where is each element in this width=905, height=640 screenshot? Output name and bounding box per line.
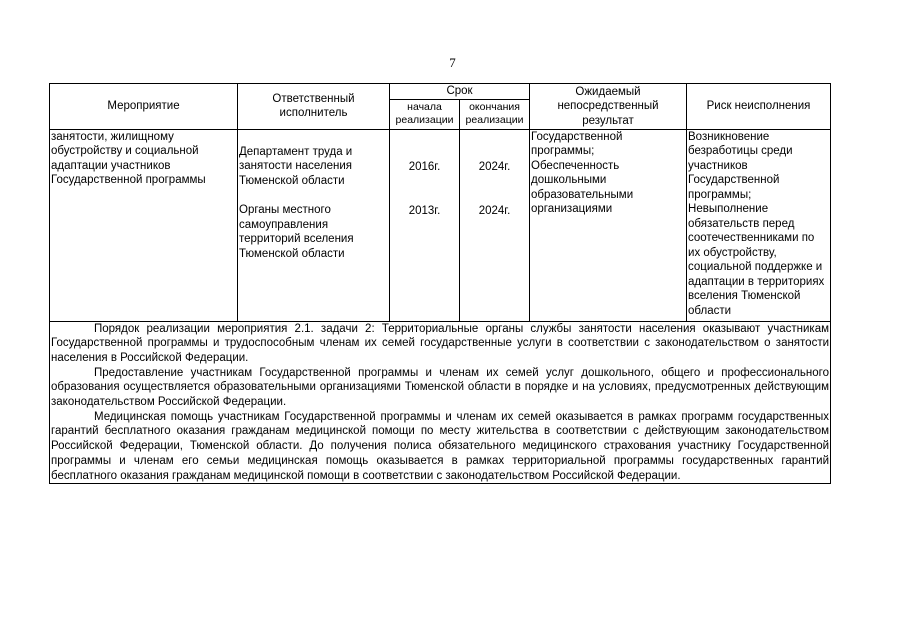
header-responsible: Ответственный исполнитель [238, 84, 390, 130]
footer-paragraph: Порядок реализации мероприятия 2.1. задачи 2: Территориальные органы службы занятости населения оказывают участникам Государственной программы и трудоспособным членам их семей государственные услуги в соответствии с законодательством о занятости населения в Российской Федерации. [51, 322, 830, 364]
footer-paragraph: Предоставление участникам Государственной программы и членам их семей услуг дошкольного, общего и профессионального образования осуществляется образовательными организациями Тюменской области в порядке и на условиях, предусмотренных действующим законодательством Российской Федерации. [51, 366, 830, 409]
implementation-notes [50, 321, 831, 484]
header-risk: Риск неисполнения [687, 84, 831, 130]
footer-paragraph: Медицинская помощь участникам Государственной программы и членам их семей оказывается в рамках программ государственных гарантий бесплатного оказания гражданам медицинской помощи по месту жительства в соответствии с действующим законодательством Российской Федерации, Тюменской области. До получения полиса обязательного медицинского страхования участнику Государственной программы и членам его семьи медицинская помощь оказывается в рамках территориальной программы государственных гарантий бесплатного оказания гражданам медицинской помощи в соответствии с законодательством Российской Федерации. [51, 410, 830, 482]
footer-row [50, 321, 831, 484]
cell-responsible [238, 129, 390, 321]
start-year-1: 2016г. [408, 160, 441, 173]
cell-term-end [460, 129, 530, 321]
table-row [50, 129, 831, 321]
responsible-local-authorities: Органы местного самоуправления территорий вселения Тюменской области [239, 204, 354, 260]
header-term-end: окончания реализации [460, 99, 530, 129]
end-year-2: 2024г. [478, 205, 511, 217]
cell-risk: Возникновение безработицы среди участников Государственной программы; Невыполнение обязательств перед соотечественниками по их обустройству, социальной поддержке и адаптации в территориях вселения Тюменской области [687, 129, 831, 321]
responsible-department: Департамент труда и занятости населения Тюменской области [239, 145, 353, 187]
header-term: Срок [390, 84, 530, 100]
cell-term-start [390, 129, 460, 321]
start-year-2: 2013г. [408, 205, 441, 217]
page-number: 7 [449, 55, 456, 70]
header-expected-result: Ожидаемый непосредственный результат [530, 84, 687, 130]
cell-event: занятости, жилищному обустройству и социальной адаптации участников Государственной программы [50, 129, 238, 321]
measures-table [49, 83, 831, 484]
header-row-1 [50, 84, 831, 100]
header-event: Мероприятие [50, 84, 238, 130]
header-term-start: начала реализации [390, 99, 460, 129]
end-year-1: 2024г. [478, 160, 511, 173]
cell-expected-result: Государственной программы; Обеспеченность дошкольными образовательными организациями [530, 129, 687, 321]
